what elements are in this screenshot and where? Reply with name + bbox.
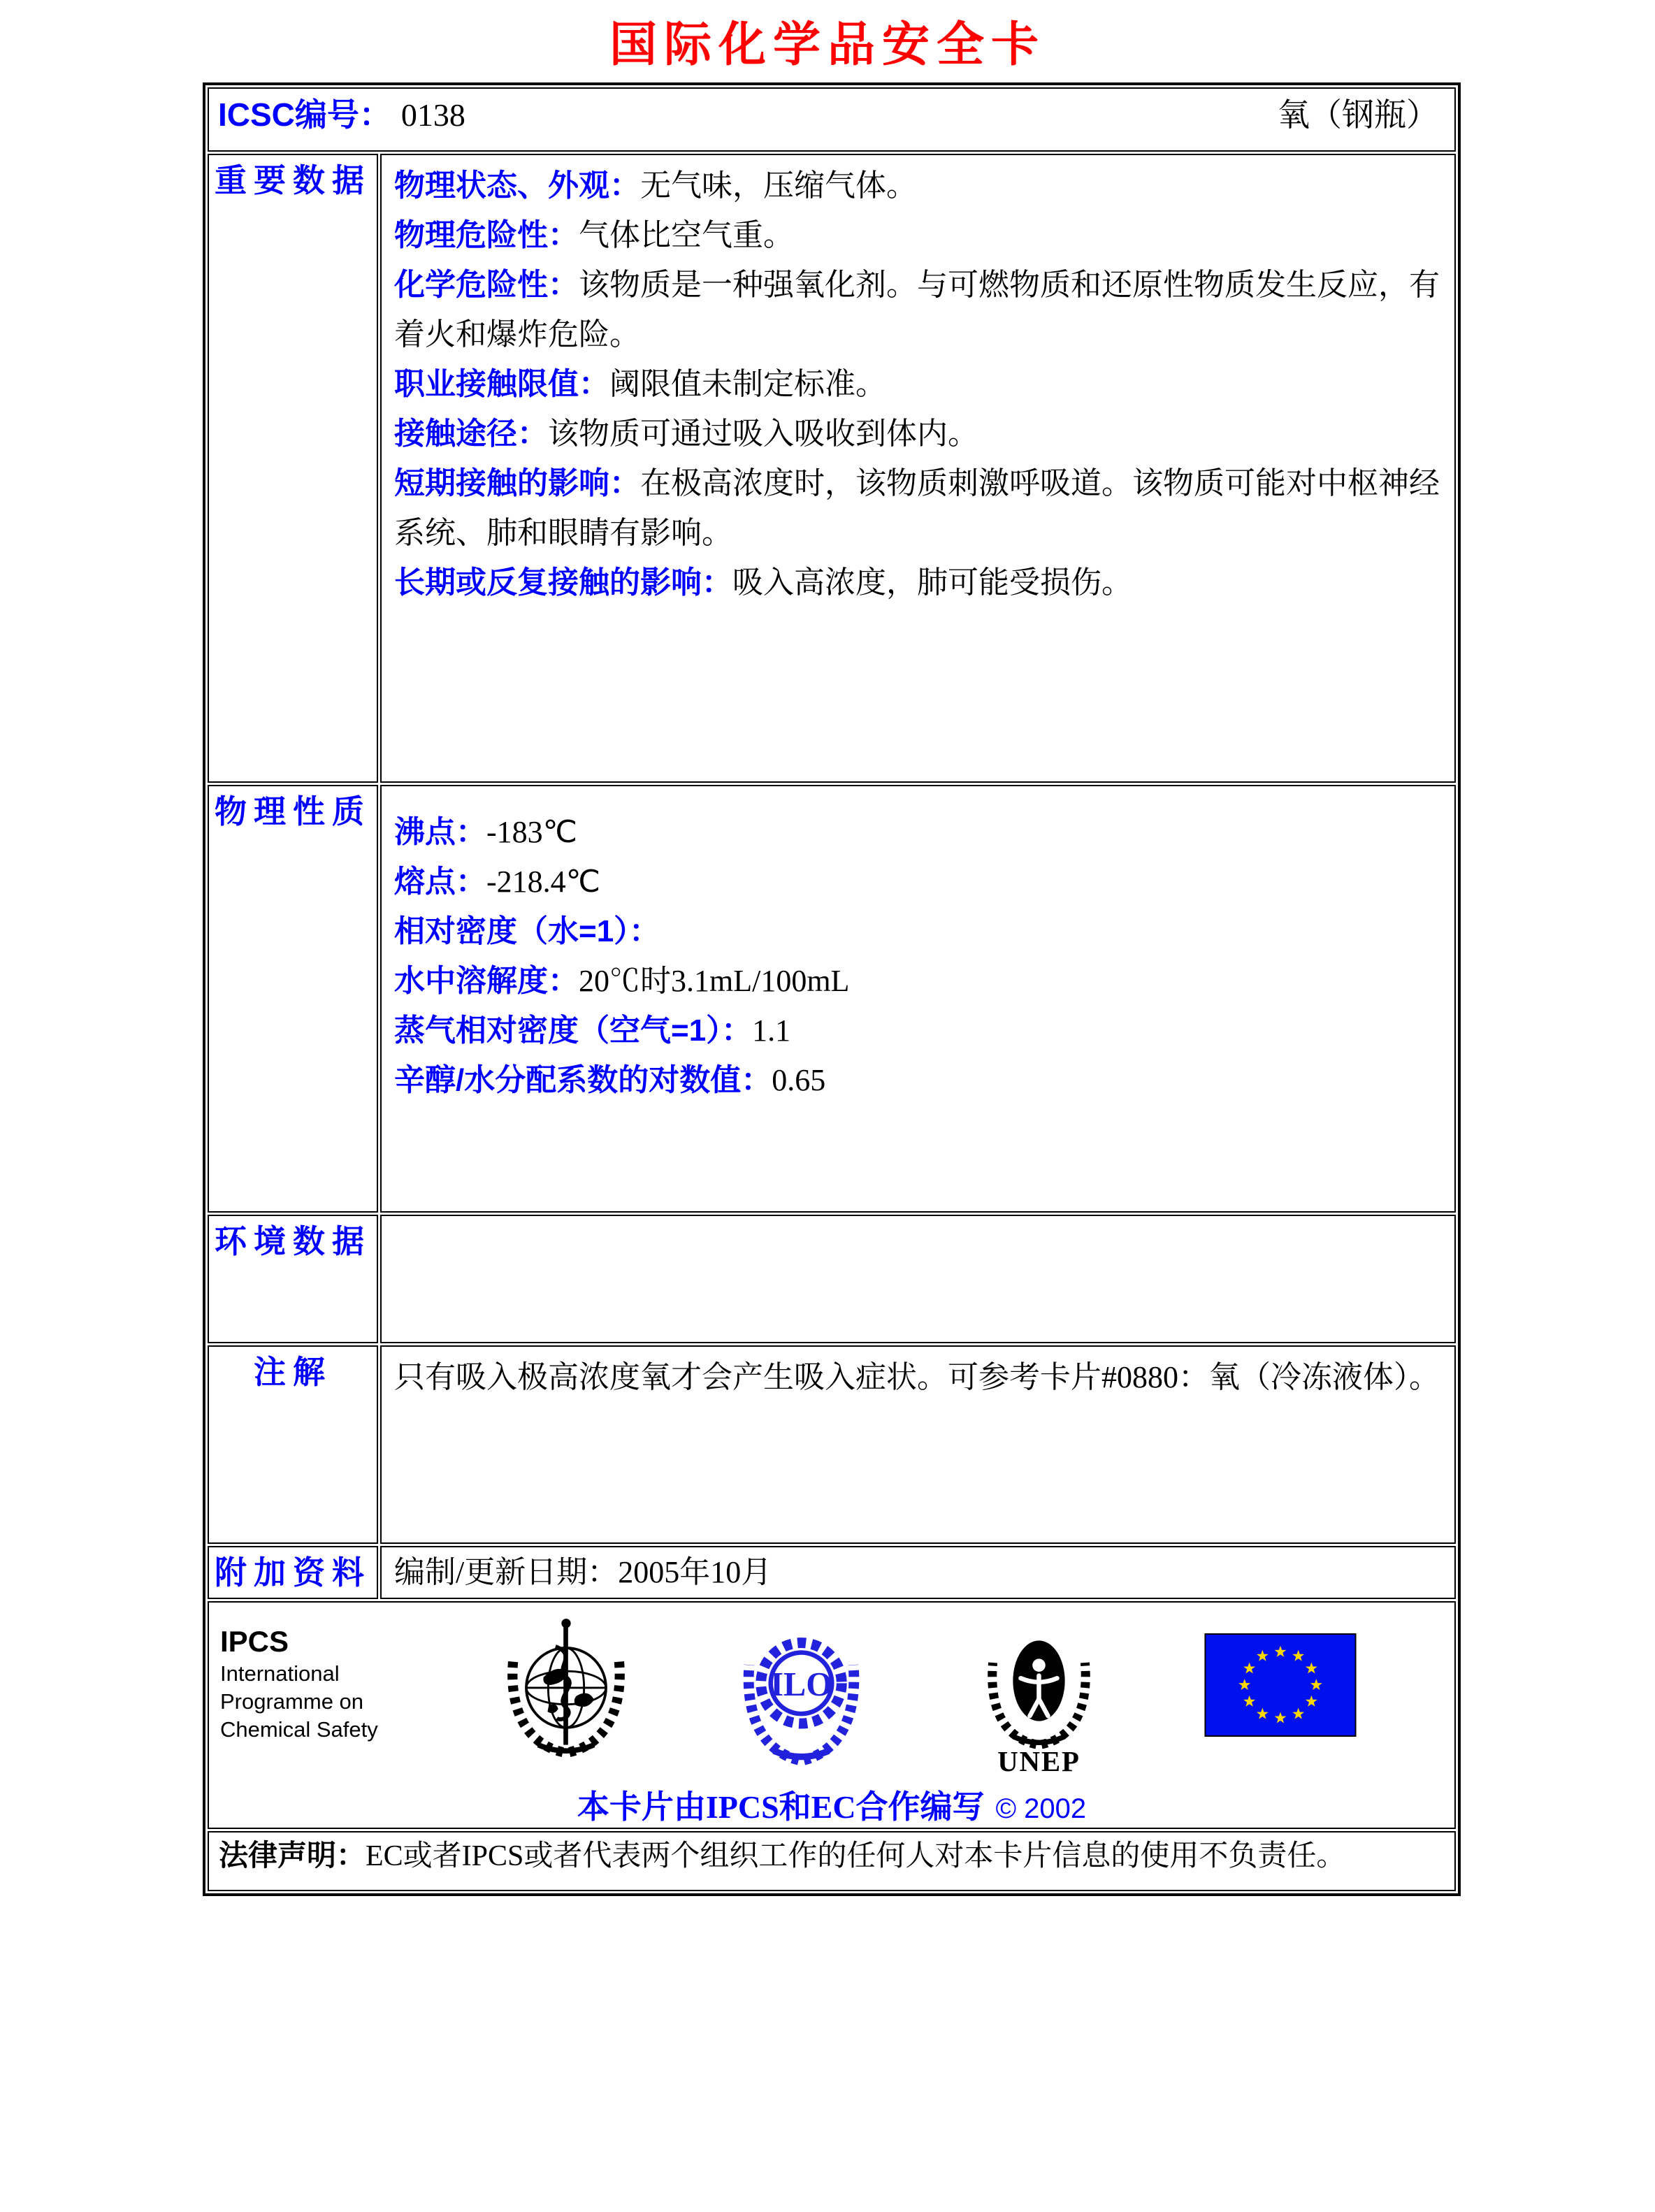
field-value: 气体比空气重。 xyxy=(579,218,794,252)
field-line xyxy=(394,807,1442,857)
field-value: 20℃时3.1mL/100mL xyxy=(579,964,850,998)
field-name: 长期或反复接触的影响： xyxy=(394,565,732,600)
field-value: 0.65 xyxy=(772,1063,826,1097)
ipcs-text-block xyxy=(220,1612,402,1744)
ipcs-line: Chemical Safety xyxy=(220,1717,378,1742)
field-line xyxy=(394,956,1442,1006)
field-name: 物理状态、外观： xyxy=(394,168,640,203)
legal-text: EC或者IPCS或者代表两个组织工作的任何人对本卡片信息的使用不负责任。 xyxy=(366,1840,1346,1872)
physical-properties-row xyxy=(208,785,1456,1213)
field-line xyxy=(394,359,1442,409)
logos-cell xyxy=(208,1601,1456,1829)
page-title: 国际化学品安全卡 xyxy=(609,18,1046,71)
important-data-row xyxy=(208,154,1456,783)
notes-text: 只有吸入极高浓度氧才会产生吸入症状。可参考卡片#0880：氧（冷冻液体）。 xyxy=(394,1360,1440,1394)
additional-info-content xyxy=(380,1546,1456,1599)
field-value: 1.1 xyxy=(752,1013,791,1048)
icsc-number-value: 0138 xyxy=(400,97,465,133)
ipcs-line: Programme on xyxy=(220,1689,364,1714)
unep-letters: UNEP xyxy=(997,1746,1081,1777)
field-name: 沸点： xyxy=(394,815,486,849)
svg-text:ILO: ILO xyxy=(770,1666,832,1704)
field-value: 阈限值未制定标准。 xyxy=(609,367,886,401)
who-logo-icon xyxy=(500,1612,633,1764)
field-name: 职业接触限值： xyxy=(394,367,609,401)
section-label-environmental-data: 环境数据 xyxy=(208,1215,378,1343)
field-name: 蒸气相对密度（空气=1）： xyxy=(394,1013,753,1048)
notes-row xyxy=(208,1345,1456,1544)
icsc-card-table xyxy=(203,82,1461,1896)
unep-logo-icon xyxy=(971,1612,1107,1780)
field-line xyxy=(394,1006,1442,1055)
legal-cell xyxy=(208,1831,1456,1891)
legal-label: 法律声明： xyxy=(219,1839,366,1872)
section-label-additional-info: 附加资料 xyxy=(208,1546,378,1599)
field-name: 辛醇/水分配系数的对数值： xyxy=(394,1063,772,1097)
legal-row xyxy=(208,1831,1456,1891)
physical-properties-content xyxy=(380,785,1456,1213)
section-label-notes: 注解 xyxy=(208,1345,378,1544)
ilo-logo-icon xyxy=(730,1612,873,1773)
field-name: 短期接触的影响： xyxy=(394,466,640,500)
additional-info-row xyxy=(208,1546,1456,1599)
icsc-number-label: ICSC编号： xyxy=(218,96,391,133)
environmental-data-row xyxy=(208,1215,1456,1343)
credit-text: 本卡片由IPCS和EC合作编写 xyxy=(577,1789,985,1825)
header-cell xyxy=(208,87,1456,152)
field-line xyxy=(394,458,1442,558)
field-line xyxy=(394,558,1442,607)
substance-name: 氧（钢瓶） xyxy=(1278,97,1438,133)
field-name: 化学危险性： xyxy=(394,268,579,302)
field-value: -183℃ xyxy=(486,815,578,849)
field-name: 相对密度（水=1）： xyxy=(394,914,660,948)
field-name: 水中溶解度： xyxy=(394,964,579,998)
field-value: 该物质是一种强氧化剂。与可燃物质和还原性物质发生反应，有着火和爆炸危险。 xyxy=(394,268,1440,352)
field-line xyxy=(394,210,1442,260)
field-value: 无气味，压缩气体。 xyxy=(640,168,917,203)
ipcs-line: International xyxy=(220,1661,340,1686)
environmental-data-content xyxy=(380,1215,1456,1343)
field-name: 物理危险性： xyxy=(394,218,579,252)
credit-year: © 2002 xyxy=(995,1793,1087,1824)
section-label-physical-properties: 物理性质 xyxy=(208,785,378,1213)
eu-flag-icon xyxy=(1204,1633,1357,1740)
field-name: 熔点： xyxy=(394,865,486,899)
header-row xyxy=(208,87,1456,152)
field-value: 吸入高浓度，肺可能受损伤。 xyxy=(732,565,1132,600)
field-line xyxy=(394,161,1442,210)
important-data-content xyxy=(380,154,1456,783)
field-value: -218.4℃ xyxy=(486,865,601,899)
credit-line xyxy=(216,1781,1447,1828)
field-line xyxy=(394,1055,1442,1105)
update-date-text: 编制/更新日期：2005年10月 xyxy=(394,1555,772,1589)
icsc-number-group xyxy=(218,89,465,136)
section-label-important-data: 重要数据 xyxy=(208,154,378,783)
field-line xyxy=(394,857,1442,906)
field-line xyxy=(394,260,1442,359)
logos-row xyxy=(208,1601,1456,1829)
field-line xyxy=(394,906,1442,956)
field-name: 接触途径： xyxy=(394,417,548,451)
notes-content xyxy=(380,1345,1456,1544)
field-line xyxy=(394,409,1442,458)
field-value: 在极高浓度时，该物质刺激呼吸道。该物质可能对中枢神经系统、肺和眼睛有影响。 xyxy=(394,466,1440,550)
ipcs-abbr: IPCS xyxy=(220,1625,289,1658)
field-value: 该物质可通过吸入吸收到体内。 xyxy=(548,417,978,451)
